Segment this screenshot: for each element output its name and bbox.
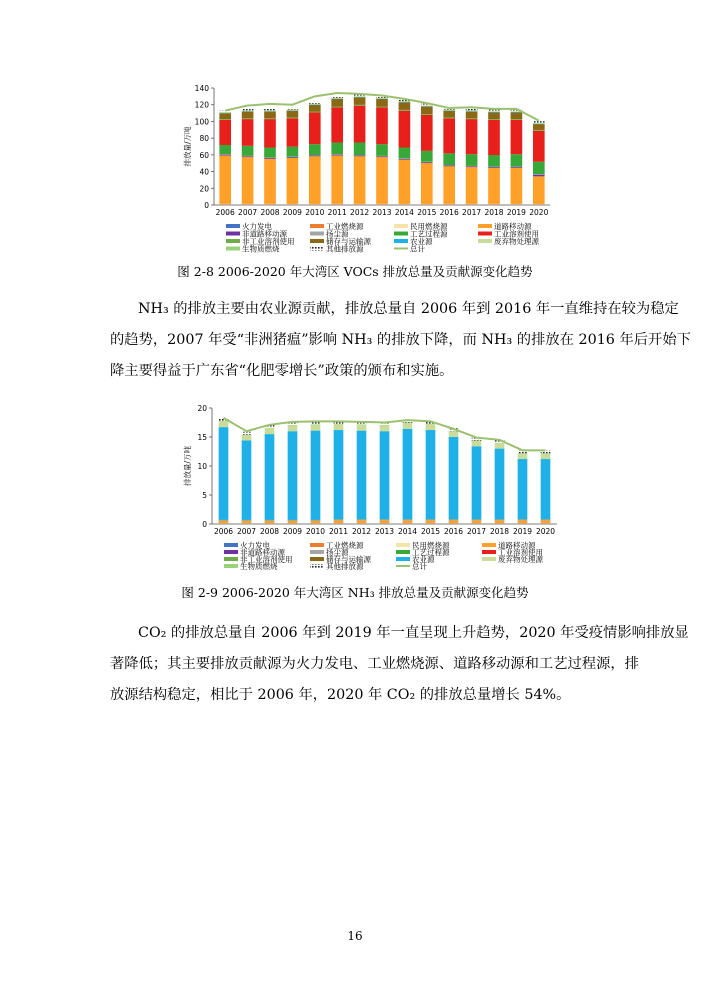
bar-segment [331,96,343,98]
bar-segment [376,144,388,156]
bar-segment [449,437,459,519]
bar-segment [287,157,299,158]
legend-swatch [482,543,496,547]
x-tick-label: 2012 [350,208,370,217]
legend-swatch [310,239,324,243]
legend-label: 工业燃烧源 [326,222,364,231]
legend-swatch [478,239,492,243]
bar-segment [399,159,411,160]
bar-segment [242,146,254,156]
x-tick-label: 2008 [259,527,280,536]
x-tick-label: 2018 [489,527,510,536]
legend-label: 废弃物处理源 [498,555,543,564]
x-tick-label: 2006 [213,527,234,536]
bar-segment [380,431,390,519]
bar-segment [466,154,478,166]
x-tick-label: 2016 [443,527,464,536]
legend-swatch [482,550,496,554]
bar-segment [242,435,252,440]
legend-label: 其他排放源 [326,562,364,571]
bar-segment [443,166,455,204]
y-tick-label: 15 [197,433,207,442]
x-tick-label: 2014 [394,208,414,217]
bar-segment [533,124,545,130]
bar-segment [449,432,459,437]
legend-swatch [310,543,324,547]
bar-segment [518,459,528,519]
x-tick-label: 2019 [512,527,533,536]
bar-segment [533,130,545,131]
bar-segment [264,118,276,119]
y-tick-label: 20 [197,404,207,413]
bar-segment [488,167,500,168]
bar-segment [541,459,551,519]
y-tick-label: 0 [202,520,207,529]
bar-segment [518,453,528,454]
legend-label: 总计 [412,562,427,571]
vocs-emission-chart [0,82,710,254]
bar-segment [219,119,231,120]
bar-segment [472,446,482,519]
bar-segment [421,162,433,163]
bar-segment [288,425,298,431]
bar-segment [242,157,254,204]
bar-segment [511,120,523,154]
bar-segment [265,428,275,434]
legend-swatch [226,247,240,251]
legend-label: 工业燃烧源 [326,541,364,550]
bar-segment [311,425,321,431]
bar-segment [511,154,523,167]
x-tick-label: 2017 [466,527,487,536]
bar-segment [488,119,500,120]
bar-segment [354,97,366,105]
bar-segment [219,155,231,156]
y-tick-label: 60 [199,150,209,160]
x-tick-label: 2017 [462,208,482,217]
legend-label: 废弃物处理源 [494,237,539,246]
bar-segment [287,158,299,204]
bar-segment [472,520,482,523]
legend-swatch [224,550,238,554]
bar-segment [511,167,523,168]
bar-segment [287,118,299,146]
bar-segment [421,107,433,115]
bar-segment [426,520,436,523]
bar-segment [495,449,505,520]
bar-segment [421,163,433,204]
bar-segment [354,105,366,106]
bar-segment [495,443,505,448]
bar-segment [403,423,413,429]
legend-swatch [394,232,408,236]
legend-label: 道路移动源 [494,222,532,231]
bar-segment [472,441,482,446]
bar-segment [443,111,455,118]
bar-segment [376,157,388,204]
bar-segment [541,454,551,459]
bar-segment [354,155,366,156]
legend-label: 非道路移动源 [240,548,285,557]
legend-swatch [310,224,324,228]
bar-segment [311,424,321,425]
legend-label: 民用燃烧源 [412,541,450,550]
legend-swatch [224,564,238,568]
bar-segment [219,145,231,154]
x-tick-label: 2019 [506,208,526,217]
legend-swatch [310,550,324,554]
bar-segment [287,117,299,118]
x-tick-label: 2006 [215,208,235,217]
legend-label: 工业溶剂使用 [498,548,543,557]
co2-paragraph [110,618,689,711]
bar-segment [219,427,229,520]
bar-segment [331,107,343,108]
bar-segment [357,424,367,425]
x-tick-label: 2008 [260,208,280,217]
bar-segment [242,118,254,119]
bar-segment [219,521,229,523]
legend-swatch [226,224,240,228]
x-tick-label: 2011 [328,527,349,536]
bar-segment [399,148,411,159]
bar-segment [466,119,478,154]
bar-segment [426,424,436,425]
bar-segment [354,142,366,155]
x-tick-label: 2020 [535,527,556,536]
bar-segment [426,424,436,430]
bar-segment [287,111,299,118]
bar-segment [541,453,551,454]
bar-segment [242,112,254,119]
bar-segment [403,423,413,424]
bar-segment [495,520,505,523]
x-tick-label: 2010 [305,527,326,536]
x-tick-label: 2020 [529,208,549,217]
y-tick-label: 140 [194,84,209,93]
bar-segment [219,155,231,203]
legend-label: 总计 [410,244,425,254]
x-tick-label: 2007 [236,527,257,536]
bar-segment [242,109,254,111]
x-tick-label: 2018 [484,208,504,217]
x-tick-label: 2015 [420,527,441,536]
bar-segment [466,118,478,119]
legend-swatch [478,224,492,228]
bar-segment [376,99,388,107]
legend-swatch [478,232,492,236]
bar-segment [265,521,275,523]
legend-label: 非工业溶剂使用 [242,237,295,246]
bar-segment [533,162,545,175]
bar-segment [466,167,478,204]
bar-segment [288,521,298,523]
figure-2-8-caption: 图 2-8 2006-2020 年大湾区 VOCs 排放总量及贡献源变化趋势 [177,264,533,279]
bar-segment [264,119,276,147]
bar-segment [533,175,545,177]
bar-segment [449,431,459,432]
bar-segment [511,112,523,119]
bar-segment [518,454,528,459]
x-tick-label: 2012 [351,527,372,536]
legend-label: 工艺过程源 [412,548,450,557]
bar-segment [533,176,545,204]
bar-segment [309,112,321,144]
y-tick-label: 80 [199,134,209,144]
bar-segment [399,111,411,148]
legend-swatch [310,232,324,236]
legend-label: 火力发电 [240,541,270,550]
bar-segment [376,107,388,108]
bar-segment [511,119,523,120]
bar-segment [380,520,390,523]
bar-segment [357,520,367,523]
bar-segment [533,121,545,123]
bar-segment [472,440,482,441]
bar-segment [488,155,500,167]
bar-segment [309,156,321,204]
bar-segment [399,102,411,110]
legend-swatch [396,543,410,547]
bar-segment [334,424,344,430]
x-tick-label: 2011 [327,208,347,217]
y-axis-title: 排放量/万吨 [183,445,192,487]
bar-segment [488,168,500,204]
legend-swatch [226,239,240,243]
bar-segment [219,120,231,145]
legend-label: 生物质燃烧 [242,244,280,254]
legend-swatch [396,557,410,561]
paragraph-line: 放源结构稳定，相比于 2006 年，2020 年 CO₂ 的排放总量增长 54%。 [110,687,571,703]
bar-segment [376,156,388,157]
bar-segment [357,431,367,520]
paragraph-line: NH₃ 的排放主要由农业源贡献，排放总量自 2006 年到 2016 年一直维持在较为稳定 [138,301,679,317]
bar-segment [309,112,321,113]
legend-swatch [394,239,408,243]
bar-segment [242,435,252,436]
bar-segment [242,156,254,157]
bar-segment [488,112,500,119]
bar-segment [518,520,528,523]
legend-swatch [394,224,408,228]
legend-label: 非工业溶剂使用 [240,555,293,564]
bar-segment [331,99,343,107]
legend-label: 扬尘源 [326,229,349,239]
bar-segment [403,429,413,519]
bar-segment [309,144,321,155]
bar-segment [421,114,433,115]
legend-swatch [310,247,324,251]
legend-label: 道路移动源 [498,541,536,550]
legend-label: 其他排放源 [326,244,364,254]
bar-segment [264,158,276,159]
page-number: 16 [347,929,363,943]
bar-segment [421,151,433,162]
x-tick-label: 2016 [439,208,459,217]
bar-segment [466,109,478,111]
bar-segment [357,425,367,431]
paragraph-line: 的趋势，2007 年受“非洲猪瘟”影响 NH₃ 的排放下降，而 NH₃ 的排放在 2016 年后开始下 [110,332,691,348]
bar-segment [242,521,252,523]
bar-segment [380,425,390,431]
bar-segment [533,131,545,162]
bar-segment [399,160,411,204]
bar-segment [380,425,390,426]
bar-segment [242,440,252,519]
paragraph-line: 著降低；其主要排放贡献源为火力发电、工业燃烧源、道路移动源和工艺过程源，排 [110,656,639,672]
bar-segment [443,153,455,165]
bar-segment [311,521,321,523]
bar-segment [403,520,413,523]
paragraph-line: CO₂ 的排放总量自 2006 年到 2019 年一直呈现上升趋势，2020 年受疫情影响排放显 [138,625,689,641]
legend-swatch [310,564,324,568]
x-tick-label: 2013 [372,208,392,217]
legend-swatch [224,543,238,547]
y-tick-label: 100 [194,117,209,127]
legend-label: 火力发电 [242,222,272,231]
bar-segment [443,165,455,166]
x-tick-label: 2015 [417,208,437,217]
x-tick-label: 2009 [282,527,303,536]
bar-segment [443,117,455,118]
legend-label: 农业源 [410,237,433,246]
bar-segment [399,110,411,111]
y-tick-label: 0 [204,201,209,210]
bar-segment [288,425,298,426]
bar-segment [331,107,343,142]
bar-segment [376,107,388,144]
bar-segment [288,431,298,520]
y-tick-label: 40 [199,167,209,177]
bar-segment [219,113,231,119]
legend-swatch [310,557,324,561]
x-tick-label: 2010 [305,208,325,217]
bar-segment [511,168,523,204]
legend-label: 生物质燃烧 [240,562,278,571]
legend-label: 农业源 [412,555,435,564]
nh3-emission-chart [0,398,710,576]
legend-swatch [224,557,238,561]
bar-segment [443,118,455,153]
bar-segment [265,428,275,429]
y-tick-label: 120 [194,100,209,110]
bar-segment [334,520,344,523]
bar-segment [309,105,321,112]
paragraph-line: 降主要得益于广东省“化肥零增长”政策的颁布和实施。 [110,363,454,379]
legend-label: 储存与运输源 [326,555,371,564]
bar-segment [242,119,254,146]
bar-segment [495,443,505,444]
legend-label: 储存与运输源 [326,237,371,246]
bar-segment [466,166,478,167]
legend-label: 工艺过程源 [410,229,448,239]
y-tick-label: 20 [199,184,209,194]
bar-segment [426,430,436,519]
bar-segment [488,120,500,155]
legend-label: 工业溶剂使用 [494,229,539,239]
bar-segment [309,155,321,156]
bar-segment [334,430,344,519]
bar-segment [331,142,343,154]
bar-segment [466,112,478,119]
bar-segment [287,147,299,157]
y-axis-title: 排放量/万吨 [183,126,192,167]
bar-segment [264,148,276,158]
x-tick-label: 2007 [238,208,258,217]
bar-segment [331,155,343,156]
figure-2-9-caption: 图 2-9 2006-2020 年大湾区 NH₃ 排放总量及贡献源变化趋势 [181,585,529,600]
x-tick-label: 2009 [282,208,302,217]
bar-segment [309,102,321,104]
bar-segment [264,159,276,204]
legend-swatch [482,557,496,561]
nh3-paragraph [110,294,691,387]
x-tick-label: 2014 [397,527,418,536]
bar-segment [354,156,366,204]
y-tick-label: 10 [197,462,207,471]
legend-label: 非道路移动源 [242,229,287,239]
bar-segment [311,431,321,520]
legend-label: 扬尘源 [326,548,349,557]
bar-segment [449,520,459,523]
bar-segment [264,109,276,111]
legend-swatch [226,232,240,236]
bar-segment [264,112,276,119]
bar-segment [287,108,299,110]
bar-segment [331,155,343,203]
bar-segment [354,106,366,143]
bar-segment [541,520,551,523]
bar-segment [334,424,344,425]
x-tick-label: 2013 [374,527,395,536]
bar-segment [219,421,229,427]
y-tick-label: 5 [202,491,207,500]
legend-swatch [396,550,410,554]
bar-segment [421,115,433,151]
legend-label: 民用燃烧源 [410,222,448,231]
bar-segment [265,434,275,520]
